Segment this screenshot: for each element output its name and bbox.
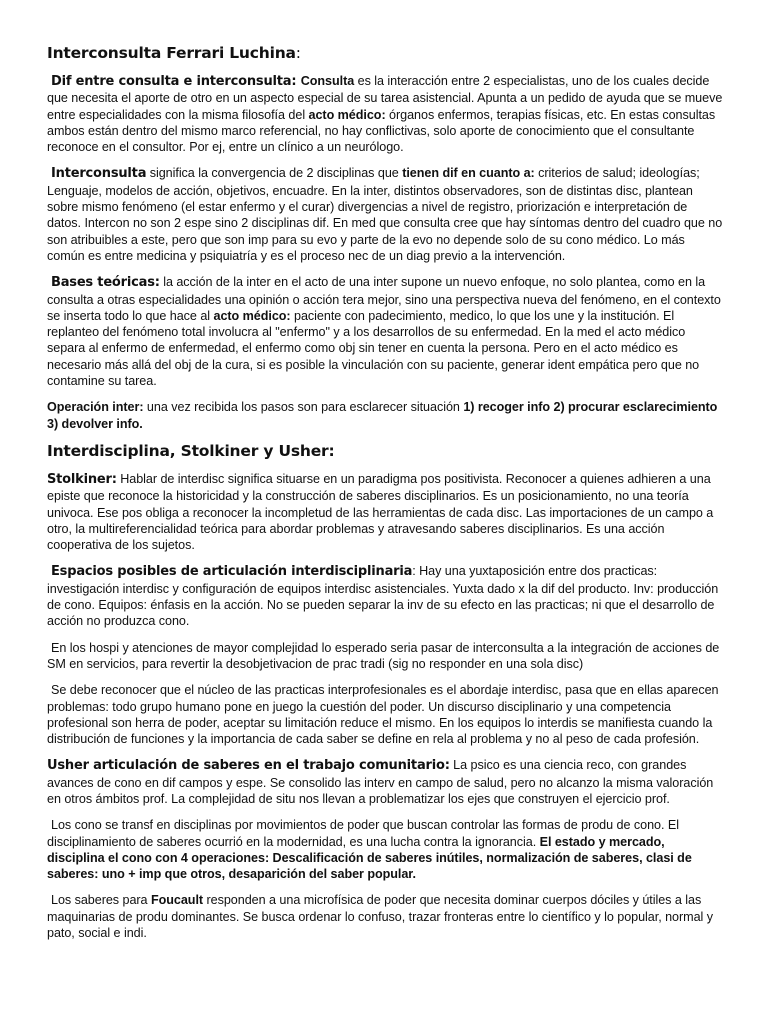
paragraph-cono-disciplinas	[47, 817, 724, 882]
bold-tienen-dif: tienen dif en cuanto a:	[402, 166, 535, 181]
text-span: Los saberes para	[51, 893, 151, 908]
text-span: Hablar de interdisc significa situarse en un paradigma pos positivista. Reconocer a quienes adhieren a una episte que reconoce la historicidad y la construcción de saberes disciplinarios. Es un posicionamiento, no una teoría univoca. Ese pos obliga a reconocer la incompletud de las herramientas de cada disc. Las importaciones de un campo a otro, la multireferencialidad teórica para abordar problemas y atravesando saberes disciplinarios. Es una acción cooperativa de los sujetos.	[47, 471, 714, 553]
bold-steps: 1) recoger info 2) procurar esclarecimiento 3) devolver info.	[47, 400, 718, 431]
bold-operacion-inter: Operación inter:	[47, 400, 144, 415]
text-span: Los cono se transf en disciplinas por movimientos de poder que buscan controlar las formas de produ de cono. El disciplinamiento de saberes ocurrió en la modernidad, es una lucha contra la ignorancia.	[47, 818, 679, 849]
bold-acto-medico: acto médico:	[213, 308, 291, 323]
text-span: paciente con padecimiento, medico, lo que los une y la institución. El replanteo del fenómeno total involucra al "enfermo" y a los desarrollos de su enfermedad. En la med el acto médico separa al enfermo de enfermedad, el enfermo como obj sin tener en cuenta la persona. Pero en el acto médico es necesario más allá del obj de la cura, si es posible la vinculación con su paciente, generar ident empática pero que no contamine su tarea.	[47, 308, 700, 389]
section-heading-interdisciplina: Interdisciplina, Stolkiner y Usher:	[47, 441, 335, 460]
paragraph-stolkiner	[47, 471, 724, 553]
text-span: responden a una microfísica de poder que necesita dominar cuerpos dóciles y útiles a las maquinarias de produ dominantes. Se busca ordenar lo confuso, trazar fronteras entre lo científico y lo popular, normal y pato, social e indi.	[47, 893, 713, 941]
paragraph-operacion-inter	[47, 399, 724, 432]
title-colon: :	[295, 44, 301, 62]
lead-bases-teoricas: Bases teóricas:	[51, 275, 160, 291]
lead-usher: Usher articulación de saberes en el trabajo comunitario:	[47, 758, 450, 774]
text-span: una vez recibida los pasos son para esclarecer situación	[143, 400, 464, 415]
paragraph-bases-teoricas	[47, 274, 724, 389]
bold-acto-medico: acto médico:	[308, 107, 386, 122]
text-span: Hay una yuxtaposición entre dos practicas: investigación interdisc y configuración de equipos interdisc asistenciales. Yuxta dado x la dif del producto. Inv: producción de cono. Equipos: énfasis en la acción. No se pueden separar la inv de su efecto en las practicas; ni que el desarrollo de acción no produzca cono.	[47, 564, 719, 629]
lead-sep: :	[291, 74, 301, 89]
lead-stolkiner: Stolkiner:	[47, 471, 117, 487]
text-span: La psico es una ciencia reco, con grandes avances de cono en dif campos y espe. Se consolido las interv en campo de salud, pero no alcanzo la misma valoración en otros ámbitos prof. La complejidad de situ nos llevan a problematizar los ejes que construyen el ejercicio prof.	[47, 758, 714, 806]
paragraph-nucleo: Se debe reconocer que el núcleo de las practicas interprofesionales es el abordaje interdisc, pasa que en ellas aparecen problemas: todo grupo humano pone en juego la cuestión del poder. Un discurso disciplinario y una competencia profesional son herra de poder, aceptar su limitación reduce el mismo. En los equipos lo interdis se manifiesta cuando la distribución de funciones y la importancia de cada saber se define en rela al problema y no al peso de cada profesión.	[47, 683, 719, 747]
lead-dif-consulta: Dif entre consulta e interconsulta	[51, 74, 292, 89]
paragraph-foucault	[47, 892, 724, 941]
paragraph-consulta	[47, 73, 724, 155]
paragraph-hospi: En los hospi y atenciones de mayor complejidad lo esperado seria pasar de interconsulta a la integración de acciones de SM en servicios, para revertir la desobjetivacion de prac tradi (sig no responder en una sola disc)	[47, 640, 720, 671]
bold-estado-mercado: El estado y mercado, disciplina el cono con 4 operaciones: Descalificación de saberes inútiles, normalización de saberes, clasi de saberes: uno + imp que otros, desaparición del saber popular.	[47, 834, 692, 882]
text-span: es la interacción entre 2 especialistas, uno de los cuales decide que necesita el aporte de otro en un aspecto especial de su tarea asistencial. Apunta a un pedido de ayuda que se mueve entre especialidades con la misma filosofía del	[47, 74, 723, 122]
document-title	[47, 44, 724, 62]
lead-espacios: Espacios posibles de articulación interdisciplinaria	[51, 564, 413, 580]
lead-interconsulta: Interconsulta	[51, 166, 147, 182]
bold-consulta: Consulta	[300, 74, 355, 88]
paragraph-interconsulta	[47, 165, 724, 264]
title-text: Interconsulta Ferrari Luchina	[47, 44, 296, 62]
text-span: significa la convergencia de 2 disciplinas que	[146, 166, 403, 181]
text-span: la acción de la inter en el acto de una inter supone un nuevo enfoque, no solo plantea, como en la consulta a otras especialidades una opinión o acción tera mejor, sino una perspectiva nueva del fenómeno, en el contexto se inserta todo lo que hace al	[47, 275, 721, 323]
text-span: órganos enfermos, terapias físicas, etc. En estas consultas ambos están dentro del mismo marco referencial, no hay conflictivas, solo aporte de conocimiento que el consultante reconoce en el consultor. Por ej, entre un clínico a un neurólogo.	[47, 107, 716, 155]
bold-foucault: Foucault	[150, 893, 204, 908]
paragraph-espacios	[47, 563, 724, 629]
paragraph-usher	[47, 757, 724, 807]
lead-sep: :	[412, 564, 416, 579]
text-span: criterios de salud; ideologías; Lenguaje, modelos de acción, objetivos, encuadre. En la inter, distintos observadores, son de distintas disc, plantean sobre mismo fenómeno (el estar enfermo y el curar) divergencias a nivel de registro, priorización e interpretación de datos. Intercon no son 2 espe sino 2 disciplinas dif. En med que consulta cree que hay síntomas dentro del cuadro que no son atribuibles a este, pero que son imp para su evo y parte de la evo no depende solo de su cono médico. Lo más común es entre medicina y psiquiatría y es el proceso nec de un diag previo a la intervención.	[47, 166, 723, 263]
